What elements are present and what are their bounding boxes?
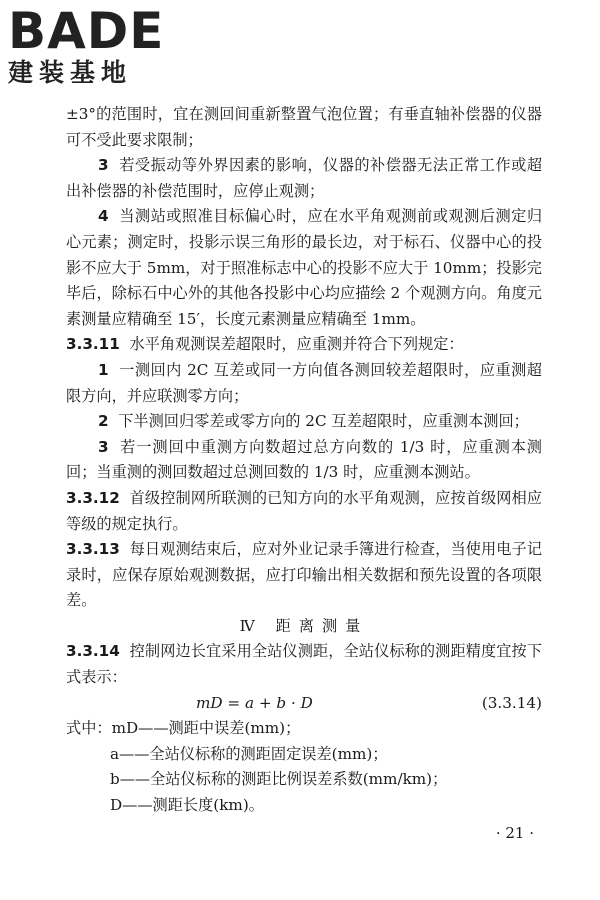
clause-number: 3.3.14	[66, 642, 120, 661]
item-4	[66, 204, 542, 332]
definition-b: b——全站仪标称的测距比例误差系数(mm/km)；	[110, 770, 448, 789]
bade-logo	[8, 2, 178, 87]
clause-text: 首级控制网所联测的已知方向的水平角观测，应按首级网相应等级的规定执行。	[66, 488, 543, 533]
clause-number: 3.3.13	[66, 540, 120, 559]
definition-intro: 式中：mD——测距中误差(mm)；	[66, 719, 301, 738]
clause-item-2	[66, 409, 542, 435]
item-text: 若一测回中重测方向数超过总方向数的 1/3 时，应重测本测回；当重测的测回数超过总测回数的 1/3 时，应重测本测站。	[66, 437, 542, 482]
clause-item-3	[66, 435, 542, 486]
logo-text-cn: 建装基地	[8, 58, 133, 87]
clause-text: 水平角观测误差超限时，应重测并符合下列规定：	[129, 335, 464, 354]
document-body	[66, 102, 542, 819]
logo-text-en: BADE	[8, 2, 165, 60]
item-text: 一测回内 2C 互差或同一方向值各测回较差超限时，应重测超限方向，并应联测零方向；	[66, 360, 542, 405]
definition-a: a——全站仪标称的测距固定误差(mm)；	[110, 744, 388, 763]
clause-number: 3.3.12	[66, 488, 120, 507]
section-heading: Ⅳ 距离测量	[239, 616, 369, 635]
clause-text: 控制网边长宜采用全站仪测距，全站仪标称的测距精度宜按下式表示：	[66, 642, 543, 687]
item-number: 3	[98, 437, 109, 456]
clause-item-1	[66, 358, 542, 409]
clause-number: 3.3.11	[66, 335, 120, 354]
formula-number: (3.3.14)	[481, 693, 542, 712]
item-3	[66, 153, 542, 204]
paragraph-continued: ±3°的范围时，宜在测回间重新整置气泡位置；有垂直轴补偿器的仪器可不受此要求限制；	[66, 105, 542, 149]
item-number: 3	[98, 156, 109, 175]
item-text: 下半测回归零差或零方向的 2C 互差超限时，应重测本测回；	[118, 412, 529, 431]
item-number: 1	[98, 360, 109, 379]
item-text: 若受振动等外界因素的影响，仪器的补偿器无法正常工作或超出补偿器的补偿范围时，应停止观测；	[66, 156, 543, 200]
formula: mD = a + b · D	[196, 693, 313, 712]
clause-3-3-11	[66, 332, 542, 358]
formula-line	[66, 691, 542, 717]
definition-D: D——测距长度(km)。	[110, 796, 264, 815]
clause-text: 每日观测结束后，应对外业记录手簿进行检查，当使用电子记录时，应保存原始观测数据，应打印输出相关数据和预先设置的各项限差。	[66, 540, 543, 610]
clause-3-3-12	[66, 486, 542, 537]
item-number: 4	[98, 207, 109, 226]
clause-3-3-13	[66, 537, 542, 614]
clause-3-3-14	[66, 639, 542, 690]
item-text: 当测站或照准目标偏心时，应在水平角观测前或观测后测定归心元素；测定时，投影示误三角形的最长边，对于标石、仪器中心的投影不应大于 5mm，对于照准标志中心的投影不应大于 10mm；投影完毕后，除标石中心外的其他各投影中心均应描绘 2 个观测方向。角度元素测量应精确至 15′，长度元素测量应精确至 1mm。	[66, 207, 543, 328]
page-number: · 21 ·	[495, 824, 534, 842]
item-number: 2	[98, 412, 109, 431]
